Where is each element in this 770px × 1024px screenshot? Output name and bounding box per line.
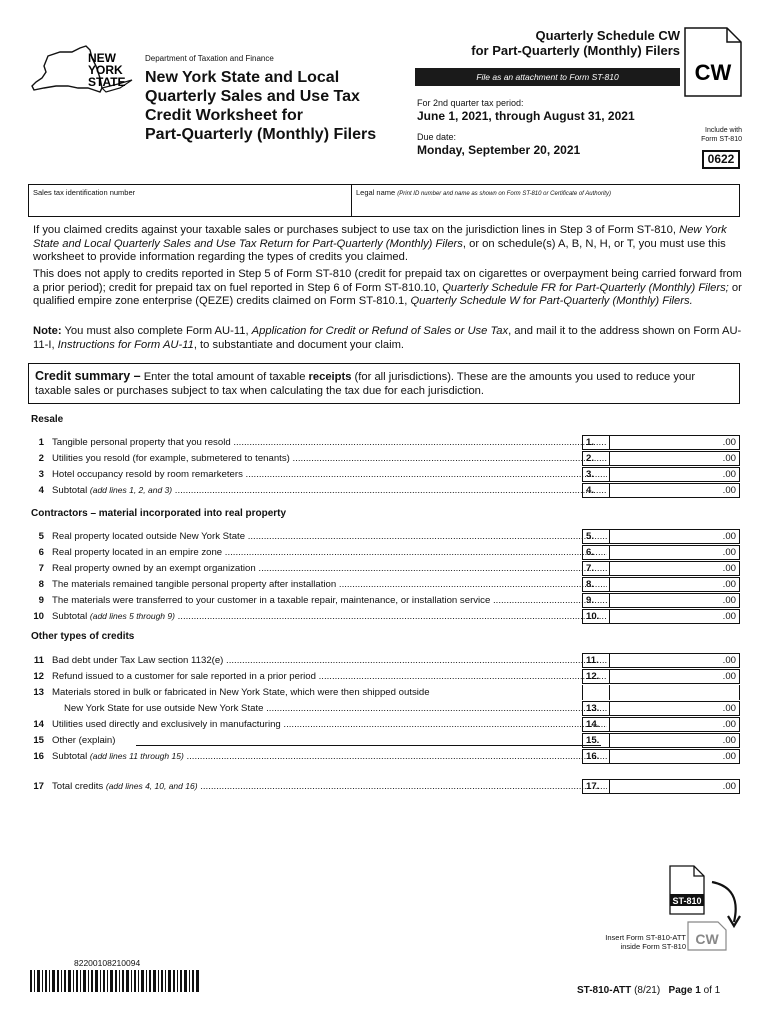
line-row xyxy=(30,779,740,794)
line-description xyxy=(52,485,607,496)
page-number: 1 xyxy=(695,985,701,996)
logo-text-new: NEW xyxy=(88,51,116,65)
cw-document-icon xyxy=(683,26,743,98)
line-box-label: 9. xyxy=(582,593,610,608)
line-number: 7 xyxy=(38,563,44,574)
section-contractors: Contractors – material incorporated into real property xyxy=(31,508,287,519)
line-description xyxy=(52,751,607,762)
amount-field[interactable]: .00 xyxy=(610,609,740,624)
amount-field[interactable]: .00 xyxy=(610,733,740,748)
legal-name-field[interactable] xyxy=(356,188,611,197)
line-row xyxy=(30,609,740,624)
line-box-label: 11. xyxy=(582,653,610,668)
taxpayer-id-box xyxy=(28,184,740,217)
amount-spacer xyxy=(610,685,740,700)
page-word: Page xyxy=(668,985,693,996)
intro-paragraph-2 xyxy=(33,268,743,309)
sales-tax-id-label: Sales tax identification number xyxy=(33,188,136,197)
explain-input-line[interactable] xyxy=(136,745,601,746)
line-description: Utilities used directly and exclusively in manufacturing ..... xyxy=(52,719,607,730)
schedule-title-line: for Part-Quarterly (Monthly) Filers xyxy=(471,43,680,58)
line-box-label: 7. xyxy=(582,561,610,576)
line-description: Real property located in an empire zone ..... xyxy=(52,547,607,558)
form-code: 0622 xyxy=(702,150,740,169)
amount-field[interactable]: .00 xyxy=(610,653,740,668)
insert-instruction xyxy=(574,933,686,951)
line-description: Real property located outside New York State ..... xyxy=(52,531,607,542)
text: , and mail it to the address shown on Form AU-11-I, xyxy=(33,325,742,351)
line-box-label: 8. xyxy=(582,577,610,592)
include-with-line: Form ST-810 xyxy=(701,136,742,143)
line-box-label: 4. xyxy=(582,483,610,498)
line-row xyxy=(30,435,740,450)
schedule-title-line: Quarterly Schedule CW xyxy=(535,28,680,43)
amount-field[interactable]: .00 xyxy=(610,483,740,498)
amount-field[interactable]: .00 xyxy=(610,545,740,560)
insert-line: inside Form ST-810 xyxy=(620,942,686,951)
line-note: (add lines 5 through 9) xyxy=(89,611,175,621)
text: If you claimed credits against your taxable sales or purchases subject to use tax on the jurisdiction lines in Step 3 of Form ST-810, xyxy=(33,224,680,236)
amount-field[interactable]: .00 xyxy=(610,593,740,608)
line-row xyxy=(30,451,740,466)
line-description: Real property owned by an exempt organization ..... xyxy=(52,563,607,574)
line-number: 12 xyxy=(33,671,44,682)
intro-paragraph-1 xyxy=(33,224,743,265)
quarter-period: June 1, 2021, through August 31, 2021 xyxy=(417,109,635,123)
text: You must also complete Form AU-11, xyxy=(61,325,252,337)
line-description: Utilities you resold (for example, submetered to tenants) ..... xyxy=(52,453,607,464)
form-id: ST-810-ATT xyxy=(577,985,632,996)
title-line: Part-Quarterly (Monthly) Filers xyxy=(145,126,377,143)
text: Note: xyxy=(33,325,62,337)
line-box-label: 10. xyxy=(582,609,610,624)
line-description xyxy=(52,781,607,792)
section-other-credits: Other types of credits xyxy=(31,631,135,642)
credit-summary-heading: Credit summary – xyxy=(35,369,141,383)
text: Subtotal xyxy=(52,485,88,496)
line-box-label: 2. xyxy=(582,451,610,466)
line-note: (add lines 4, 10, and 16) xyxy=(105,781,198,791)
text: Quarterly Schedule W for Part-Quarterly (Monthly) Filers. xyxy=(410,295,693,308)
text: , or on schedule(s) A, B, N, H, or T, you must use this worksheet to provide information regarding the types of credits you claimed. xyxy=(33,237,726,264)
line-box-label: 6. xyxy=(582,545,610,560)
line-row xyxy=(30,545,740,560)
line-number: 17 xyxy=(33,781,44,792)
credit-summary-box xyxy=(28,363,740,404)
due-date: Monday, September 20, 2021 xyxy=(417,143,581,157)
line-number: 4 xyxy=(38,485,44,496)
amount-field[interactable]: .00 xyxy=(610,529,740,544)
amount-field[interactable]: .00 xyxy=(610,451,740,466)
line-number: 8 xyxy=(38,579,44,590)
line-row xyxy=(30,749,740,764)
title-line: Quarterly Sales and Use Tax xyxy=(145,88,360,105)
text: Enter the total amount of taxable xyxy=(140,371,309,383)
barcode xyxy=(30,970,200,992)
amount-field[interactable]: .00 xyxy=(610,561,740,576)
text: or qualified empire zone enterprise (QEZE) credits claimed on Form ST-810.1, xyxy=(33,281,742,308)
line-note: (add lines 11 through 15) xyxy=(89,751,184,761)
line-box-label: 12. xyxy=(582,669,610,684)
line-description: Bad debt under Tax Law section 1132(e) ..... xyxy=(52,655,607,666)
line-box-spacer xyxy=(582,685,610,700)
legal-name-label: Legal name xyxy=(356,188,396,197)
line-row xyxy=(30,653,740,668)
title-line: Credit Worksheet for xyxy=(145,107,303,124)
amount-field[interactable]: .00 xyxy=(610,749,740,764)
line-number: 11 xyxy=(33,655,44,666)
line-row xyxy=(30,685,740,700)
line-box-label: 13. xyxy=(582,701,610,716)
line-number: 10 xyxy=(33,611,44,622)
title-line: New York State and Local xyxy=(145,69,340,86)
line-description: The materials were transferred to your customer in a taxable repair, maintenance, or installation service ..... xyxy=(52,595,607,606)
text: Subtotal xyxy=(52,751,88,762)
schedule-title xyxy=(430,28,680,58)
line-row xyxy=(30,577,740,592)
include-with-line: Include with xyxy=(705,127,742,134)
legal-name-note: (Print ID number and name as shown on Form ST-810 or Certificate of Authority) xyxy=(397,191,611,197)
form-identifier xyxy=(577,985,720,996)
line-row xyxy=(30,483,740,498)
line-number: 6 xyxy=(38,547,44,558)
ny-state-logo xyxy=(28,44,136,104)
logo-text-state: STATE xyxy=(88,75,126,89)
form-title xyxy=(145,68,415,144)
text: Application for Credit or Refund of Sales or Use Tax xyxy=(251,325,509,337)
line-number: 1 xyxy=(38,437,44,448)
line-description: Refund issued to a customer for sale reported in a prior period ..... xyxy=(52,671,607,682)
line-box-label: 5. xyxy=(582,529,610,544)
line-box-label: 14. xyxy=(582,717,610,732)
line-row xyxy=(30,701,740,716)
text: Quarterly Schedule FR for Part-Quarterly (Monthly) Filers; xyxy=(442,281,729,294)
line-row xyxy=(30,733,740,748)
line-description: Tangible personal property that you resold ..... xyxy=(52,437,607,448)
form-revision: (8/21) xyxy=(634,985,661,996)
line-number: 3 xyxy=(38,469,44,480)
line-number: 9 xyxy=(38,595,44,606)
text: receipts xyxy=(308,371,352,383)
amount-field[interactable]: .00 xyxy=(610,435,740,450)
line-description xyxy=(52,611,607,622)
logo-text-york: YORK xyxy=(88,63,123,77)
due-date-label: Due date: xyxy=(417,132,457,142)
line-box-label: 17. xyxy=(582,779,610,794)
line-box-label: 3. xyxy=(582,467,610,482)
intro-paragraph-3 xyxy=(33,325,743,352)
amount-field[interactable]: .00 xyxy=(610,779,740,794)
amount-field[interactable]: .00 xyxy=(610,669,740,684)
line-description: Materials stored in bulk or fabricated in New York State, which were then shipped outside xyxy=(52,687,430,698)
st-810-doc-label: ST-810 xyxy=(672,896,702,906)
line-row xyxy=(30,561,740,576)
line-box-label: 1. xyxy=(582,435,610,450)
sales-tax-id-field[interactable] xyxy=(33,188,135,197)
line-row xyxy=(30,717,740,732)
text: Total credits xyxy=(52,781,104,792)
line-number: 13 xyxy=(33,687,44,698)
line-number: 15 xyxy=(33,735,44,746)
section-resale: Resale xyxy=(31,414,64,425)
amount-field[interactable]: .00 xyxy=(610,717,740,732)
amount-field[interactable]: .00 xyxy=(610,577,740,592)
barcode-number: 82200108210094 xyxy=(74,958,141,968)
line-description: Hotel occupancy resold by room remarketers ..... xyxy=(52,469,607,480)
divider xyxy=(351,185,352,216)
include-with-note xyxy=(680,126,742,144)
line-box-label: 16. xyxy=(582,749,610,764)
text: Subtotal xyxy=(52,611,88,622)
line-number: 2 xyxy=(38,453,44,464)
line-description: The materials remained tangible personal property after installation ..... xyxy=(52,579,607,590)
line-box-label: 15. xyxy=(582,733,610,748)
line-note: (add lines 1, 2, and 3) xyxy=(89,485,173,495)
quarter-label: For 2nd quarter tax period: xyxy=(417,98,524,108)
line-row xyxy=(30,467,740,482)
line-description: Other (explain) xyxy=(52,735,116,746)
text: New York State and Local Quarterly Sales and Use Tax Return for Part-Quarterly (Monthly) Filers xyxy=(33,224,727,250)
text: Instructions for Form AU-11 xyxy=(57,338,194,351)
amount-field[interactable]: .00 xyxy=(610,701,740,716)
insert-line: Insert Form ST-810-ATT xyxy=(605,933,686,942)
line-number: 16 xyxy=(33,751,44,762)
line-number: 5 xyxy=(38,531,44,542)
text: , to substantiate and document your claim. xyxy=(193,338,405,351)
line-row xyxy=(30,529,740,544)
line-description-continued: New York State for use outside New York State ..... xyxy=(64,703,607,714)
line-number: 14 xyxy=(33,719,44,730)
page-total: of 1 xyxy=(703,985,721,996)
attachment-note: File as an attachment to Form ST-810 xyxy=(415,68,680,86)
cw-badge: CW xyxy=(694,60,732,85)
cw-doc-badge: CW xyxy=(695,931,719,947)
amount-field[interactable]: .00 xyxy=(610,467,740,482)
line-row xyxy=(30,669,740,684)
text: (for all jurisdictions). These are the amounts you used to reduce your taxable sales or purchases subject to tax when calculating the tax due for each jurisdiction. xyxy=(35,371,696,397)
text: This does not apply to credits reported in Step 5 of Form ST-810 (credit for prepaid tax on cigarettes or overpayment being carried forward from a prior period); credit for prepaid tax on fuel reported in Step 6 of Form ST-810.10, xyxy=(33,268,742,294)
department-name: Department of Taxation and Finance xyxy=(145,54,274,63)
line-row xyxy=(30,593,740,608)
